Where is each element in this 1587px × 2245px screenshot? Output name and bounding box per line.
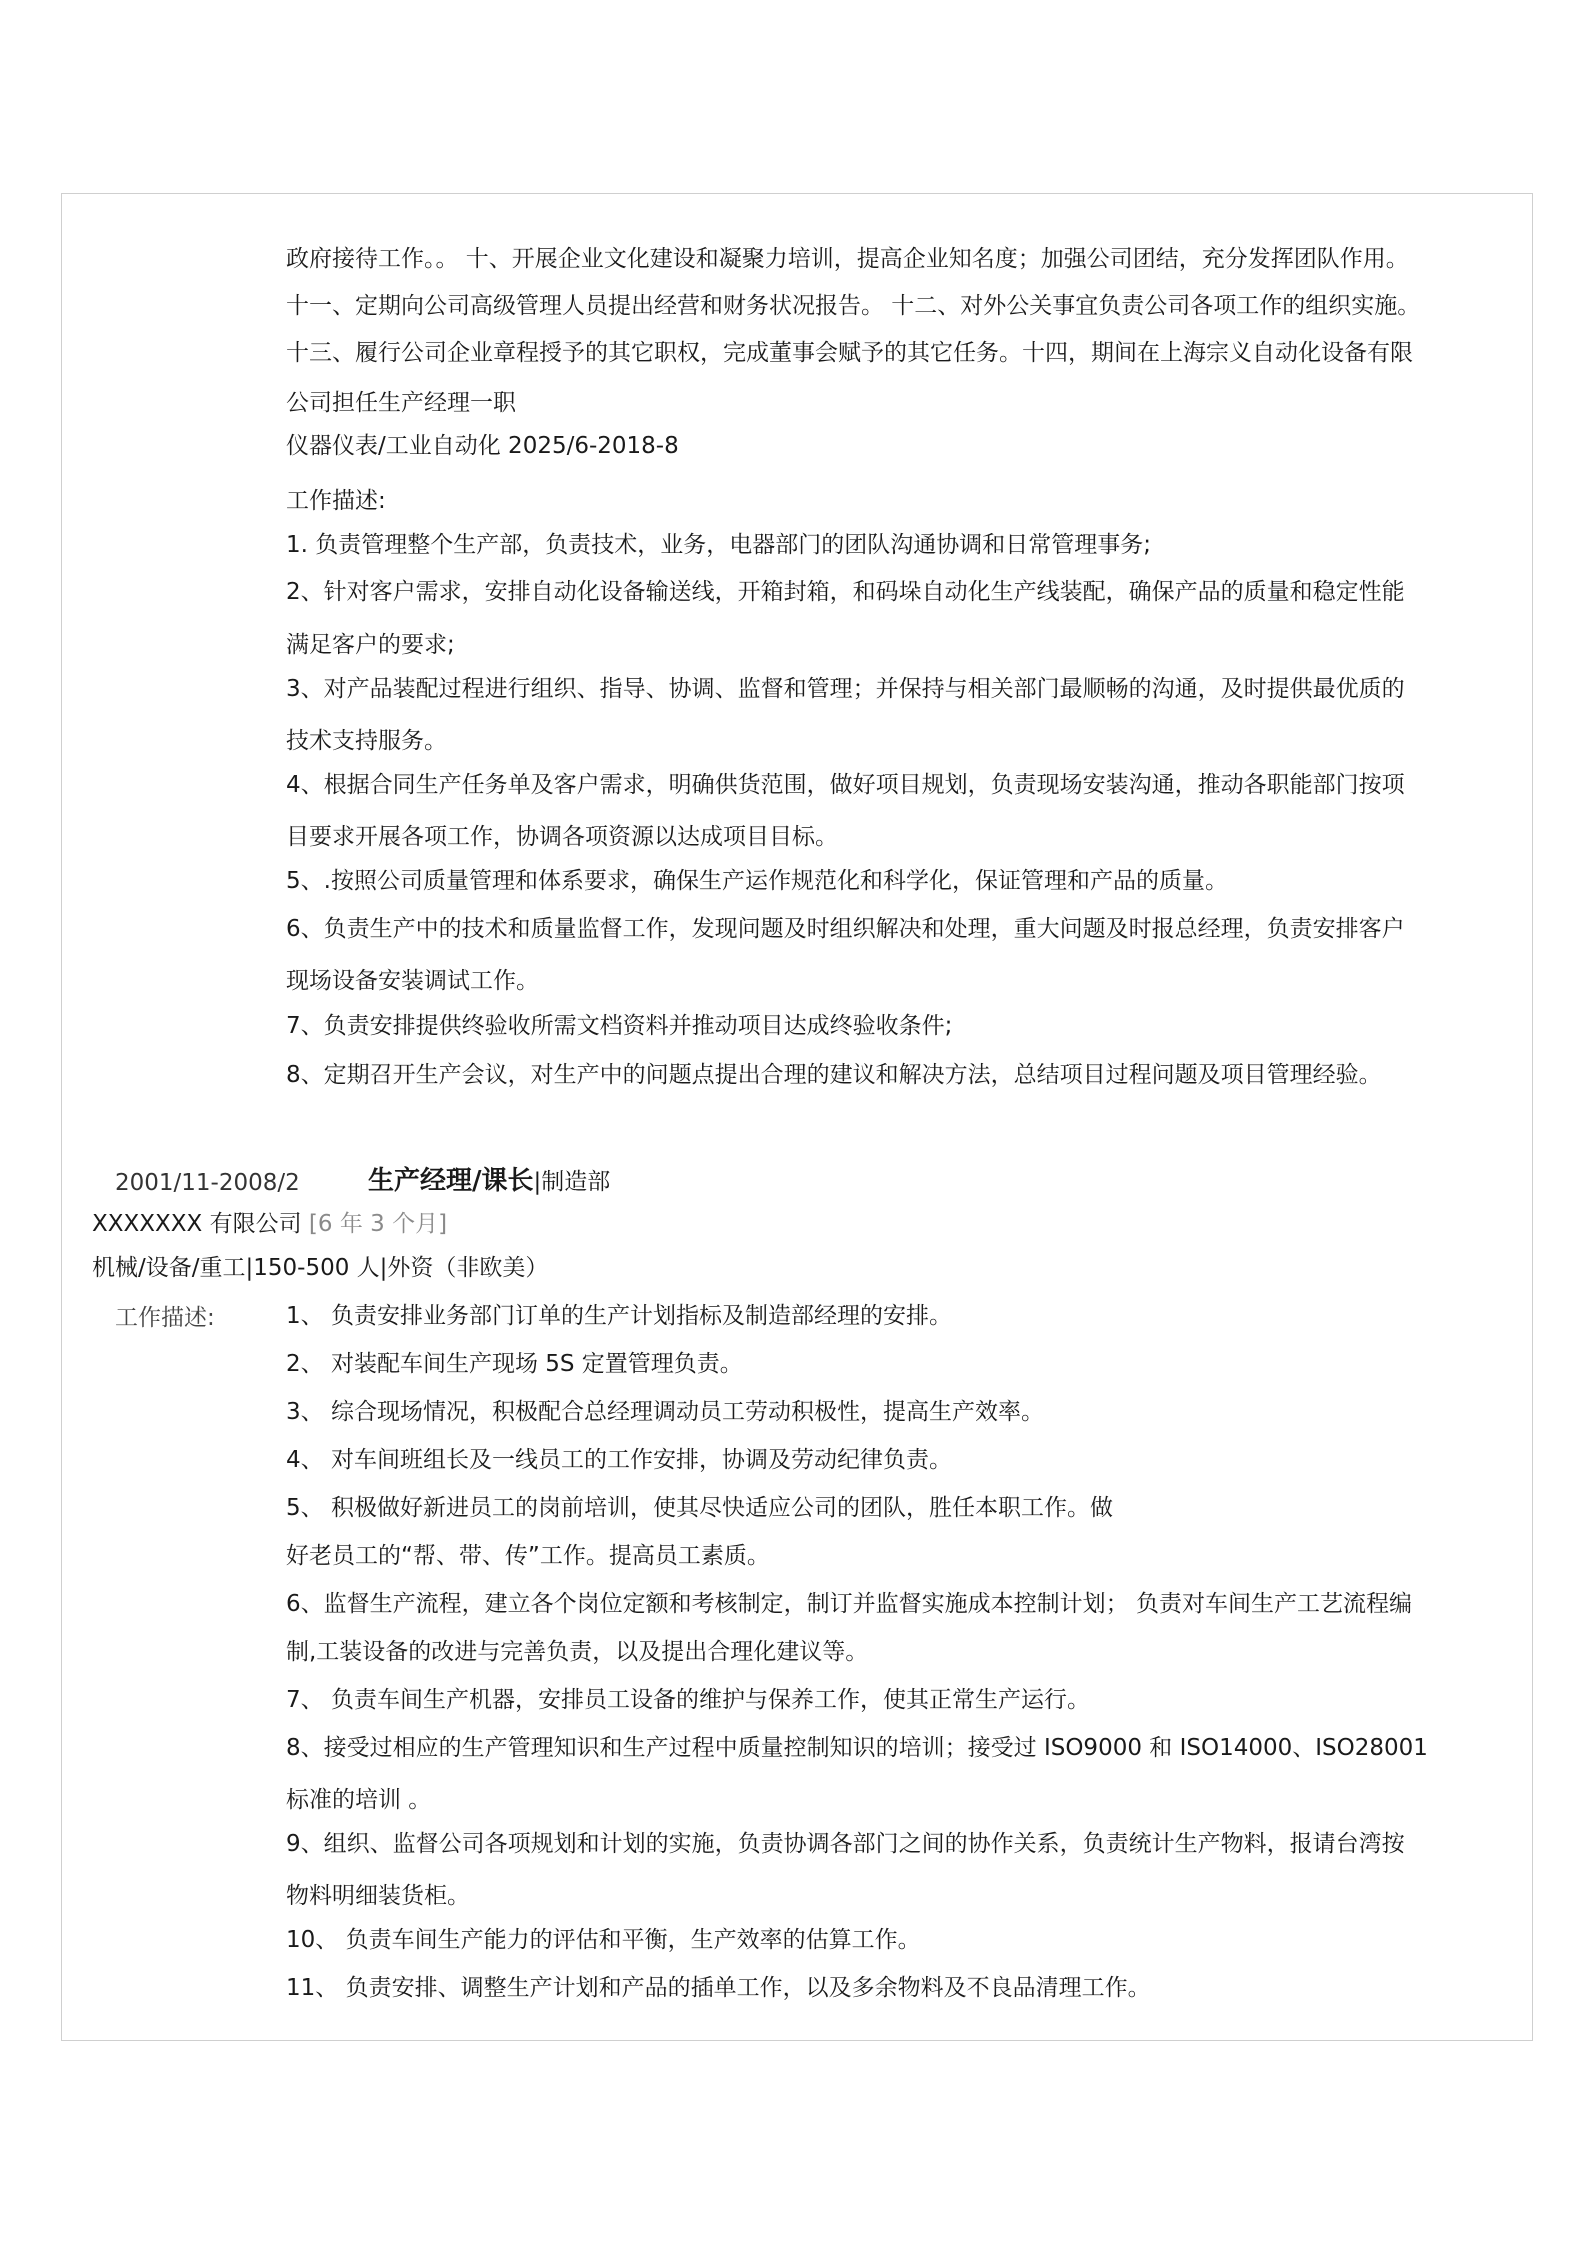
- job1-desc-line: 2、针对客户需求，安排自动化设备输送线，开箱封箱，和码垛自动化生产线装配，确保产品的质量和稳定性能: [286, 579, 1405, 605]
- job2-desc-line: 5、 积极做好新进员工的岗前培训，使其尽快适应公司的团队，胜任本职工作。做: [286, 1495, 1113, 1521]
- job2-period: 2001/11-2008/2: [115, 1170, 300, 1196]
- job2-company-line: [92, 1209, 447, 1239]
- job2-desc-line: 10、 负责车间生产能力的评估和平衡，生产效率的估算工作。: [286, 1927, 921, 1953]
- job2-desc-line: 8、接受过相应的生产管理知识和生产过程中质量控制知识的培训；接受过 ISO9000 和 ISO14000、ISO28001: [286, 1735, 1428, 1761]
- text-line: 十三、履行公司企业章程授予的其它职权，完成董事会赋予的其它任务。十四，期间在上海宗义自动化设备有限: [286, 340, 1413, 366]
- job2-duration: [6 年 3 个月]: [308, 1211, 448, 1237]
- job2-desc-line: 物料明细装货柜。: [286, 1883, 470, 1909]
- job1-desc-line: 满足客户的要求;: [286, 632, 455, 658]
- job1-desc-line: 7、负责安排提供终验收所需文档资料并推动项目达成终验收条件;: [286, 1013, 953, 1039]
- job2-desc-line: 制,工装设备的改进与完善负责，以及提出合理化建议等。: [286, 1639, 869, 1665]
- job2-desc-line: 1、 负责安排业务部门订单的生产计划指标及制造部经理的安排。: [286, 1303, 952, 1329]
- job1-desc-line: 现场设备安装调试工作。: [286, 968, 539, 994]
- job2-title: [368, 1165, 610, 1198]
- text-line: 政府接待工作。。 十、开展企业文化建设和凝聚力培训，提高企业知名度；加强公司团结，充分发挥团队作用。: [286, 246, 1409, 272]
- job2-desc-line: 4、 对车间班组长及一线员工的工作安排，协调及劳动纪律负责。: [286, 1447, 952, 1473]
- job2-desc-line: 7、 负责车间生产机器，安排员工设备的维护与保养工作，使其正常生产运行。: [286, 1687, 1090, 1713]
- job1-desc-line: 6、负责生产中的技术和质量监督工作，发现问题及时组织解决和处理，重大问题及时报总经理，负责安排客户: [286, 916, 1405, 942]
- content-frame: [61, 193, 1533, 2041]
- job2-desc-line: 2、 对装配车间生产现场 5S 定置管理负责。: [286, 1351, 743, 1377]
- job2-desc-line: 好老员工的“帮、带、传”工作。提高员工素质。: [286, 1543, 770, 1569]
- text-line: 公司担任生产经理一职: [286, 390, 516, 416]
- job1-desc-label: 工作描述:: [286, 488, 386, 514]
- job2-separator: |: [533, 1169, 542, 1195]
- job2-desc-line: 标准的培训 。: [286, 1787, 432, 1813]
- text-line: 十一、定期向公司高级管理人员提出经营和财务状况报告。 十二、对外公关事宜负责公司各项工作的组织实施。: [286, 293, 1421, 319]
- job1-desc-line: 目要求开展各项工作，协调各项资源以达成项目目标。: [286, 824, 838, 850]
- job2-department: 制造部: [541, 1169, 611, 1195]
- job1-desc-line: 技术支持服务。: [286, 728, 447, 754]
- job2-company: XXXXXXX 有限公司: [92, 1211, 302, 1237]
- job1-desc-line: 8、定期召开生产会议，对生产中的问题点提出合理的建议和解决方法，总结项目过程问题及项目管理经验。: [286, 1062, 1382, 1088]
- job2-desc-line: 3、 综合现场情况，积极配合总经理调动员工劳动积极性，提高生产效率。: [286, 1399, 1044, 1425]
- job1-industry-period: 仪器仪表/工业自动化 2025/6-2018-8: [286, 433, 679, 459]
- job1-desc-line: 1. 负责管理整个生产部，负责技术，业务，电器部门的团队沟通协调和日常管理事务;: [286, 532, 1152, 558]
- job2-role: 生产经理/课长: [368, 1166, 534, 1196]
- job1-desc-line: 4、根据合同生产任务单及客户需求，明确供货范围，做好项目规划，负责现场安装沟通，推动各职能部门按项: [286, 772, 1405, 798]
- job1-desc-line: 3、对产品装配过程进行组织、指导、协调、监督和管理；并保持与相关部门最顺畅的沟通，及时提供最优质的: [286, 676, 1405, 702]
- job2-desc-line: 6、监督生产流程，建立各个岗位定额和考核制定，制订并监督实施成本控制计划； 负责对车间生产工艺流程编: [286, 1591, 1412, 1617]
- job2-industry: 机械/设备/重工|150-500 人|外资（非欧美）: [92, 1255, 549, 1281]
- job2-desc-line: 9、组织、监督公司各项规划和计划的实施，负责协调各部门之间的协作关系，负责统计生产物料，报请台湾按: [286, 1831, 1405, 1857]
- job2-desc-label: 工作描述:: [115, 1305, 215, 1331]
- job1-desc-line: 5、.按照公司质量管理和体系要求，确保生产运作规范化和科学化，保证管理和产品的质量。: [286, 868, 1228, 894]
- job2-desc-line: 11、 负责安排、调整生产计划和产品的插单工作，以及多余物料及不良品清理工作。: [286, 1975, 1151, 2001]
